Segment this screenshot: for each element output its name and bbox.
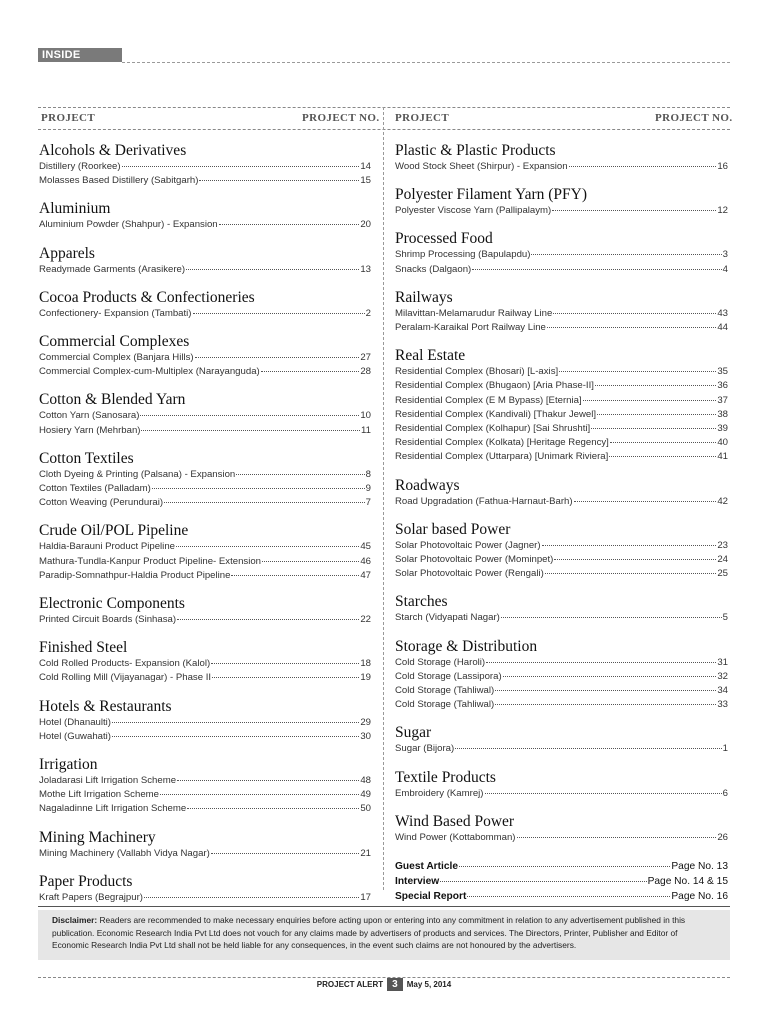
category-section xyxy=(395,769,728,801)
project-number: 6 xyxy=(722,787,728,799)
feature-name: Interview xyxy=(395,876,440,888)
project-name: Mathura-Tundla-Kanpur Product Pipeline- Extension xyxy=(39,555,262,567)
feature-page: Page No. 13 xyxy=(671,861,728,873)
project-number: 38 xyxy=(717,408,728,420)
project-name: Cold Storage (Haroli) xyxy=(395,656,486,668)
dot-leader xyxy=(545,573,717,574)
project-entry xyxy=(395,263,728,277)
project-number: 28 xyxy=(360,366,371,378)
category-section xyxy=(39,391,371,437)
project-number: 16 xyxy=(717,161,728,172)
project-entry xyxy=(395,670,728,684)
left-project-no-header: PROJECT NO. xyxy=(302,112,380,124)
project-name: Kraft Papers (Begrajpur) xyxy=(39,891,143,903)
project-number: 2 xyxy=(365,307,371,319)
project-entry xyxy=(39,730,371,744)
project-name: Mining Machinery (Vallabh Vidya Nagar) xyxy=(39,847,210,859)
project-number: 48 xyxy=(360,775,371,787)
project-name: Mothe Lift Irrigation Scheme xyxy=(39,789,159,801)
project-number: 18 xyxy=(360,658,371,670)
dot-leader xyxy=(591,428,716,429)
category-title: Aluminium xyxy=(39,200,111,218)
project-name: Road Upgradation (Fathua-Harnaut-Barh) xyxy=(395,495,573,507)
dot-leader xyxy=(160,794,359,795)
project-number: 8 xyxy=(365,468,371,480)
category-title: Crude Oil/POL Pipeline xyxy=(39,522,189,540)
dot-leader xyxy=(554,559,716,560)
header-rule-bottom xyxy=(38,129,730,130)
project-name: Residential Complex (Bhosari) [L-axis] xyxy=(395,366,559,378)
category-section xyxy=(395,289,728,335)
project-entry xyxy=(39,409,371,423)
project-number: 37 xyxy=(717,394,728,406)
category-section xyxy=(395,813,728,845)
category-section xyxy=(395,593,728,625)
dot-leader xyxy=(212,677,359,678)
project-number: 3 xyxy=(722,249,728,261)
dot-leader xyxy=(140,415,359,416)
category-title: Starches xyxy=(395,593,448,611)
dot-leader xyxy=(219,224,360,225)
project-entry xyxy=(39,482,371,496)
project-number: 40 xyxy=(717,437,728,449)
project-name: Residential Complex (E M Bypass) [Eternia] xyxy=(395,394,582,406)
project-name: Wood Stock Sheet (Shirpur) - Expansion xyxy=(395,161,568,172)
project-entry xyxy=(39,468,371,482)
project-entry xyxy=(395,567,728,581)
category-section xyxy=(39,245,371,277)
category-title: Processed Food xyxy=(395,230,493,248)
dot-leader xyxy=(262,561,359,562)
category-title: Cocoa Products & Confectioneries xyxy=(39,288,255,306)
project-entry xyxy=(395,539,728,553)
project-name: Commercial Complex-cum-Multiplex (Narayanguda) xyxy=(39,366,260,378)
project-name: Solar Photovoltaic Power (Mominpet) xyxy=(395,554,554,566)
project-number: 9 xyxy=(365,483,371,495)
project-entry xyxy=(395,204,728,218)
dot-leader xyxy=(186,269,359,270)
category-section xyxy=(395,230,728,276)
dot-leader xyxy=(176,546,359,547)
footer-page-number: 3 xyxy=(387,978,403,991)
category-section xyxy=(395,638,728,713)
disclaimer-rule xyxy=(38,906,730,907)
category-section xyxy=(39,450,371,511)
project-number: 34 xyxy=(717,685,728,697)
dot-leader xyxy=(486,662,716,663)
dot-leader xyxy=(485,793,722,794)
category-title: Cotton & Blended Yarn xyxy=(39,391,186,409)
category-section xyxy=(395,142,728,174)
project-number: 22 xyxy=(360,614,371,626)
project-name: Snacks (Dalgaon) xyxy=(395,263,472,275)
dot-leader xyxy=(141,430,360,431)
project-name: Cotton Weaving (Perundurai) xyxy=(39,497,164,509)
dot-leader xyxy=(531,254,721,255)
project-name: Cold Storage (Tahliwal) xyxy=(395,685,495,697)
project-number: 14 xyxy=(360,161,371,172)
dot-leader xyxy=(112,722,359,723)
feature-entry xyxy=(395,859,728,874)
project-entry xyxy=(39,555,371,569)
project-name: Embroidery (Kamrej) xyxy=(395,787,484,799)
dot-leader xyxy=(547,327,716,328)
footer-date: May 5, 2014 xyxy=(406,980,452,989)
category-section xyxy=(39,698,371,744)
header-rule-top xyxy=(38,107,730,108)
project-entry xyxy=(39,263,371,277)
project-entry xyxy=(39,657,371,671)
project-name: Molasses Based Distillery (Sabitgarh) xyxy=(39,175,199,187)
disclaimer-label: Disclaimer: xyxy=(52,915,98,925)
project-name: Cold Storage (Lassipora) xyxy=(395,670,502,682)
project-name: Cotton Textiles (Palladam) xyxy=(39,483,151,495)
project-entry xyxy=(395,450,728,464)
project-entry xyxy=(395,365,728,379)
project-entry xyxy=(39,613,371,627)
project-entry xyxy=(395,611,728,625)
dot-leader xyxy=(144,897,359,898)
category-section xyxy=(39,639,371,685)
category-section xyxy=(39,595,371,627)
dot-leader xyxy=(574,501,717,502)
dot-leader xyxy=(112,736,359,737)
category-section xyxy=(39,522,371,583)
project-entry xyxy=(395,831,728,845)
project-name: Hotel (Dhanaulti) xyxy=(39,716,111,728)
feature-entry xyxy=(395,889,728,904)
project-number: 11 xyxy=(361,424,371,436)
feature-page: Page No. 14 & 15 xyxy=(647,876,728,888)
project-number: 35 xyxy=(717,366,728,378)
project-name: Solar Photovoltaic Power (Jagner) xyxy=(395,539,541,551)
category-section xyxy=(39,333,371,379)
project-name: Polyester Viscose Yarn (Pallipalaym) xyxy=(395,205,552,217)
project-name: Residential Complex (Kandivali) [Thakur Jewel] xyxy=(395,408,597,420)
project-name: Cotton Yarn (Sanosara) xyxy=(39,410,140,422)
dot-leader xyxy=(236,474,364,475)
project-number: 46 xyxy=(360,555,371,567)
category-section xyxy=(395,347,728,464)
category-section xyxy=(39,200,371,232)
category-section xyxy=(395,724,728,756)
dot-leader xyxy=(495,704,716,705)
project-number: 49 xyxy=(360,789,371,801)
dot-leader xyxy=(569,166,717,167)
category-section xyxy=(39,289,371,321)
project-number: 1 xyxy=(722,743,728,755)
category-title: Sugar xyxy=(395,724,432,742)
project-entry xyxy=(39,540,371,554)
dot-leader xyxy=(552,210,716,211)
dot-leader xyxy=(559,371,716,372)
right-project-no-header: PROJECT NO. xyxy=(655,112,733,124)
category-title: Electronic Components xyxy=(39,595,185,613)
footer-publication: PROJECT ALERT xyxy=(316,980,384,989)
project-number: 47 xyxy=(360,569,371,581)
project-name: Wind Power (Kottabomman) xyxy=(395,831,516,843)
project-number: 7 xyxy=(365,497,371,509)
category-title: Cotton Textiles xyxy=(39,449,134,467)
project-number: 45 xyxy=(360,541,371,553)
project-entry xyxy=(39,218,371,232)
category-section xyxy=(39,873,371,905)
project-name: Cold Storage (Tahliwal) xyxy=(395,699,495,711)
project-name: Sugar (Bijora) xyxy=(395,743,455,755)
project-entry xyxy=(395,422,728,436)
project-name: Cloth Dyeing & Printing (Palsana) - Expansion xyxy=(39,468,236,480)
dot-leader xyxy=(503,676,717,677)
project-name: Residential Complex (Kolkata) [Heritage Regency] xyxy=(395,437,609,449)
dot-leader xyxy=(542,545,717,546)
feature-name: Special Report xyxy=(395,891,467,903)
feature-name: Guest Article xyxy=(395,861,459,873)
project-entry xyxy=(39,569,371,583)
project-number: 26 xyxy=(717,831,728,843)
dot-leader xyxy=(164,502,365,503)
project-entry xyxy=(39,351,371,365)
dot-leader xyxy=(553,313,716,314)
project-entry xyxy=(395,684,728,698)
project-name: Solar Photovoltaic Power (Rengali) xyxy=(395,568,544,580)
project-number: 44 xyxy=(717,322,728,334)
dot-leader xyxy=(583,400,717,401)
project-entry xyxy=(395,248,728,262)
project-entry xyxy=(395,408,728,422)
project-name: Readymade Garments (Arasikere) xyxy=(39,263,186,275)
category-title: Hotels & Restaurants xyxy=(39,697,172,715)
project-name: Paradip-Somnathpur-Haldia Product Pipeline xyxy=(39,569,231,581)
project-entry xyxy=(39,174,371,188)
category-section xyxy=(395,477,728,509)
project-name: Distillery (Roorkee) xyxy=(39,161,121,172)
project-number: 10 xyxy=(360,410,371,422)
project-entry xyxy=(395,553,728,567)
project-number: 25 xyxy=(717,568,728,580)
project-number: 4 xyxy=(722,263,728,275)
category-title: Roadways xyxy=(395,476,460,494)
left-project-header: PROJECT xyxy=(41,112,96,124)
project-name: Aluminium Powder (Shahpur) - Expansion xyxy=(39,219,218,231)
dot-leader xyxy=(517,837,717,838)
project-entry xyxy=(395,379,728,393)
project-number: 30 xyxy=(360,730,371,742)
category-title: Commercial Complexes xyxy=(39,333,190,351)
project-name: Printed Circuit Boards (Sinhasa) xyxy=(39,614,177,626)
project-name: Residential Complex (Kolhapur) [Sai Shrushti] xyxy=(395,423,591,435)
project-entry xyxy=(395,321,728,335)
project-name: Hosiery Yarn (Mehrban) xyxy=(39,424,141,436)
project-entry xyxy=(39,716,371,730)
project-number: 19 xyxy=(360,672,371,684)
dot-leader xyxy=(455,748,721,749)
dot-leader xyxy=(199,180,359,181)
project-entry xyxy=(39,671,371,685)
project-name: Hotel (Guwahati) xyxy=(39,730,111,742)
project-name: Joladarasi Lift Irrigation Scheme xyxy=(39,775,177,787)
disclaimer-text: Readers are recommended to make necessary enquiries before acting upon or entering into any commitment in relation to any advertisement published in this publication. Economic Research India Pvt Ltd does not vouch for any claims made by advertisers of products and services. The Directors, Printer, Publisher and Editor of Economic Research India Pvt Ltd shall not be held liable for any consequences, in the event such claims are not honoured by the advertisers. xyxy=(52,915,686,951)
category-title: Apparels xyxy=(39,244,95,262)
feature-page: Page No. 16 xyxy=(671,891,728,903)
project-number: 23 xyxy=(717,539,728,551)
dot-leader xyxy=(501,617,722,618)
project-number: 33 xyxy=(717,699,728,711)
project-entry xyxy=(395,436,728,450)
project-entry xyxy=(395,495,728,509)
category-title: Mining Machinery xyxy=(39,828,156,846)
column-divider xyxy=(383,107,384,890)
project-name: Cold Rolled Products- Expansion (Kalol) xyxy=(39,658,211,670)
category-title: Storage & Distribution xyxy=(395,637,538,655)
project-number: 20 xyxy=(360,219,371,231)
project-name: Cold Rolling Mill (Vijayanagar) - Phase II xyxy=(39,672,212,684)
category-section xyxy=(395,521,728,582)
project-number: 39 xyxy=(717,423,728,435)
project-entry xyxy=(395,787,728,801)
dot-leader xyxy=(177,619,359,620)
category-section xyxy=(395,186,728,218)
project-name: Shrimp Processing (Bapulapdu) xyxy=(395,249,531,261)
project-name: Nagaladinne Lift Irrigation Scheme xyxy=(39,803,187,815)
project-number: 29 xyxy=(360,716,371,728)
project-number: 32 xyxy=(717,670,728,682)
project-entry xyxy=(395,160,728,174)
dot-leader xyxy=(467,896,670,897)
dot-leader xyxy=(193,313,365,314)
project-name: Commercial Complex (Banjara Hills) xyxy=(39,352,194,364)
project-number: 13 xyxy=(360,263,371,275)
project-name: Starch (Vidyapati Nagar) xyxy=(395,612,500,624)
project-number: 36 xyxy=(717,380,728,392)
project-name: Residential Complex (Bhugaon) [Aria Phase-II] xyxy=(395,380,594,392)
project-number: 50 xyxy=(360,803,371,815)
project-number: 5 xyxy=(722,612,728,624)
project-entry xyxy=(395,742,728,756)
dot-leader xyxy=(177,780,359,781)
dot-leader xyxy=(495,690,716,691)
category-title: Alcohols & Derivatives xyxy=(39,142,187,159)
category-title: Solar based Power xyxy=(395,520,511,538)
project-entry xyxy=(395,394,728,408)
project-number: 15 xyxy=(360,175,371,187)
category-title: Plastic & Plastic Products xyxy=(395,142,556,159)
category-title: Paper Products xyxy=(39,872,133,890)
dot-leader xyxy=(231,575,359,576)
project-number: 41 xyxy=(717,451,728,463)
feature-entry xyxy=(395,874,728,889)
project-name: Haldia-Barauni Product Pipeline xyxy=(39,541,175,553)
project-number: 31 xyxy=(717,656,728,668)
project-name: Peralam-Karaikal Port Railway Line xyxy=(395,322,546,334)
dot-leader xyxy=(595,385,716,386)
dot-leader xyxy=(610,442,717,443)
section-label: INSIDE xyxy=(38,48,122,62)
project-entry xyxy=(395,307,728,321)
dot-leader xyxy=(122,166,360,167)
project-entry xyxy=(39,802,371,816)
dot-leader xyxy=(472,269,721,270)
project-number: 12 xyxy=(717,205,728,217)
category-title: Real Estate xyxy=(395,347,466,365)
project-entry xyxy=(39,891,371,905)
category-title: Railways xyxy=(395,288,453,306)
dot-leader xyxy=(597,414,716,415)
category-section xyxy=(39,756,371,817)
category-title: Wind Based Power xyxy=(395,812,515,830)
page-footer xyxy=(0,978,768,991)
category-title: Irrigation xyxy=(39,756,98,774)
dot-leader xyxy=(211,853,360,854)
right-project-header: PROJECT xyxy=(395,112,450,124)
dot-leader xyxy=(211,663,359,664)
dot-leader xyxy=(261,371,360,372)
project-entry xyxy=(39,847,371,861)
dot-leader xyxy=(152,488,365,489)
dot-leader xyxy=(195,357,360,358)
left-column xyxy=(39,142,371,917)
project-entry xyxy=(39,774,371,788)
project-entry xyxy=(395,656,728,670)
project-number: 27 xyxy=(360,352,371,364)
right-column xyxy=(395,142,728,904)
disclaimer-box xyxy=(38,910,730,960)
feature-list xyxy=(395,859,728,904)
project-entry xyxy=(395,698,728,712)
project-entry xyxy=(39,424,371,438)
project-entry xyxy=(39,307,371,321)
project-name: Confectionery- Expansion (Tambati) xyxy=(39,307,192,319)
project-number: 17 xyxy=(360,891,371,903)
category-title: Textile Products xyxy=(395,768,496,786)
dot-leader xyxy=(459,866,670,867)
category-section xyxy=(39,829,371,861)
project-number: 43 xyxy=(717,307,728,319)
project-name: Milavittan-Melamarudur Railway Line xyxy=(395,307,553,319)
project-number: 21 xyxy=(360,847,371,859)
project-number: 42 xyxy=(717,495,728,507)
project-name: Residential Complex (Uttarpara) [Unimark Riviera] xyxy=(395,451,609,463)
dot-leader xyxy=(609,456,716,457)
section-rule xyxy=(122,62,730,63)
project-entry xyxy=(39,496,371,510)
category-title: Polyester Filament Yarn (PFY) xyxy=(395,186,588,204)
project-entry xyxy=(39,160,371,174)
project-number: 24 xyxy=(717,554,728,566)
project-entry xyxy=(39,365,371,379)
category-title: Finished Steel xyxy=(39,639,128,657)
project-entry xyxy=(39,788,371,802)
dot-leader xyxy=(440,881,646,882)
category-section xyxy=(39,142,371,188)
dot-leader xyxy=(187,808,359,809)
